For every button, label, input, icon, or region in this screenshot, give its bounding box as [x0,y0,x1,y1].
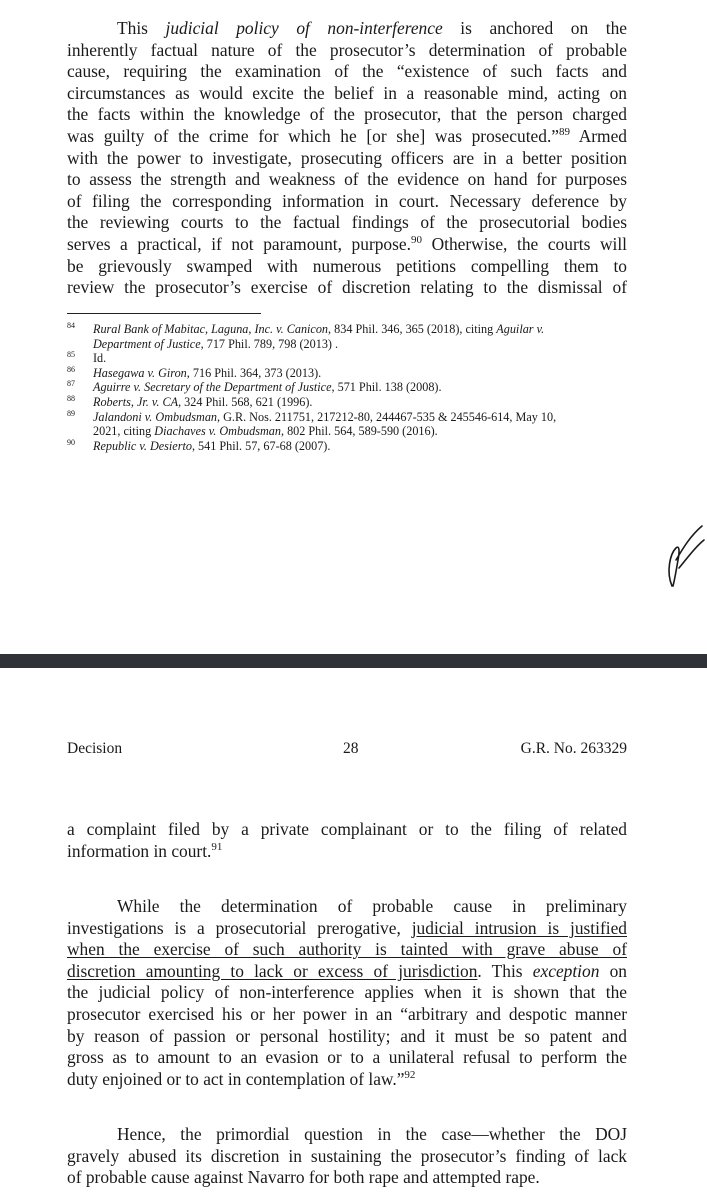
footnote: 90 Republic v. Desierto, 541 Phil. 57, 67-68 (2007). [67,437,331,453]
text-line: duty enjoined or to act in contemplation of law.”$^{92}$ [67,1068,416,1089]
signature-mark [660,520,706,590]
text-line: Hence, the primordial question in the case—whether the DOJ [117,1124,627,1144]
footnote-ref: 89 [559,126,571,139]
footnote-ref: 90 [410,234,422,247]
footnote: 85 Id. [67,350,107,366]
text-line: gravely abused its discretion in sustaining the prosecutor’s finding of lack [67,1145,627,1166]
text-line: was guilty of the crime for which he [or she] was prosecuted.”$^{89}$ Armed [67,125,627,146]
emphasis-text: exception [532,960,600,981]
text-line: by reason of passion or personal hostility; and it must be so patent and [67,1025,627,1046]
page-separator [0,654,707,668]
text-line: serves a practical, if not paramount, purpose.$^{90}$ Otherwise, the courts will [67,233,627,254]
text-line: prosecutor exercised his or her power in an “arbitrary and despotic manner [67,1003,627,1024]
underlined-text: when the exercise of such authority is tainted with grave abuse of [67,939,627,960]
footnote: 84 Rural Bank of Mabitac, Laguna, Inc. v. Canicon, 834 Phil. 346, 365 (2018), citing Aguilar v. Department of Justice, 717 Phil. 789, 798 (2013) . [67,321,545,351]
paragraph-question [67,1124,627,1189]
footnote: 88 Roberts, Jr. v. CA, 324 Phil. 568, 621 (1996). [67,393,313,409]
case-number: G.R. No. 263329 [520,740,627,757]
paragraph-policy [67,18,627,299]
underlined-text: discretion amounting to lack or excess of jurisdiction [67,960,478,981]
footnote-number: 88 [67,393,75,403]
footnote-ref: 91 [211,840,223,853]
paragraph-grave-abuse [67,896,627,1090]
text-line: circumstances as would excite the belief in a reasonable mind, acting on [67,82,627,103]
text-line: with the power to investigate, prosecuting officers are in a better position [67,147,627,168]
footnote: 89 Jalandoni v. Ombudsman, G.R. Nos. 211751, 217212-80, 244467-535 & 245546-614, May 10, 2021, citing Diachaves v. Ombudsman, 802 Phil. 564, 589-590 (2016). [67,408,557,439]
footnote: 87 Aguirre v. Secretary of the Department of Justice, 571 Phil. 138 (2008). [67,379,442,395]
footnote-number: 86 [67,364,75,374]
text-line: gross as to amount to an evasion or to a unilateral refusal to perform the [67,1047,627,1068]
text-line: of probable cause against Navarro for both rape and attempted rape. [67,1167,540,1188]
text-line: of filing the corresponding information in court. Necessary deference by [67,190,627,211]
text-line: review the prosecutor’s exercise of discretion relating to the dismissal of [67,277,627,298]
footnote-number: 90 [67,437,75,447]
text-line: While the determination of probable cause in preliminary [117,896,627,916]
page-header [67,740,627,760]
footnote: 86 Hasegawa v. Giron, 716 Phil. 364, 373 (2013). [67,364,322,380]
text-line: discretion amounting to lack or excess of jurisdiction. This exception on [67,960,627,981]
underlined-text: judicial intrusion is justified [411,917,627,938]
document-type: Decision [67,740,123,757]
text-line: the facts within the knowledge of the prosecutor, that the person charged [67,104,627,125]
text-line [67,939,627,961]
footnote-number: 85 [67,350,75,360]
footnote-number: 84 [67,321,75,330]
footnote-number: 89 [67,408,75,418]
text-line: the reviewing courts to the factual findings of the prosecutorial bodies [67,212,627,233]
text-line: cause, requiring the examination of the “existence of such facts and [67,61,627,82]
text-line: This judicial policy of non-interference is anchored on the [117,18,628,38]
footnotes [67,322,627,453]
paragraph-continuation [67,819,627,862]
emphasis-text: judicial policy of non-interference [165,18,443,38]
text-line: inherently factual nature of the prosecutor’s determination of probable [67,39,627,60]
text-line: investigations is a prosecutorial prerogative, judicial intrusion is justified [67,917,627,938]
page-number: 28 [343,740,359,757]
text-line: be grievously swamped with numerous petitions compelling them to [67,255,627,276]
text-line: a complaint filed by a private complainant or to the filing of related [67,819,627,839]
text-line: to assess the strength and weakness of the evidence on hand for purposes [67,169,627,190]
text-line: information in court.$^{91}$ [67,840,223,861]
footnote-number: 87 [67,379,75,389]
footnote-ref: 92 [404,1068,416,1081]
text-line: the judicial policy of non-interference applies when it is shown that the [67,982,627,1003]
footnote-divider [67,313,261,314]
